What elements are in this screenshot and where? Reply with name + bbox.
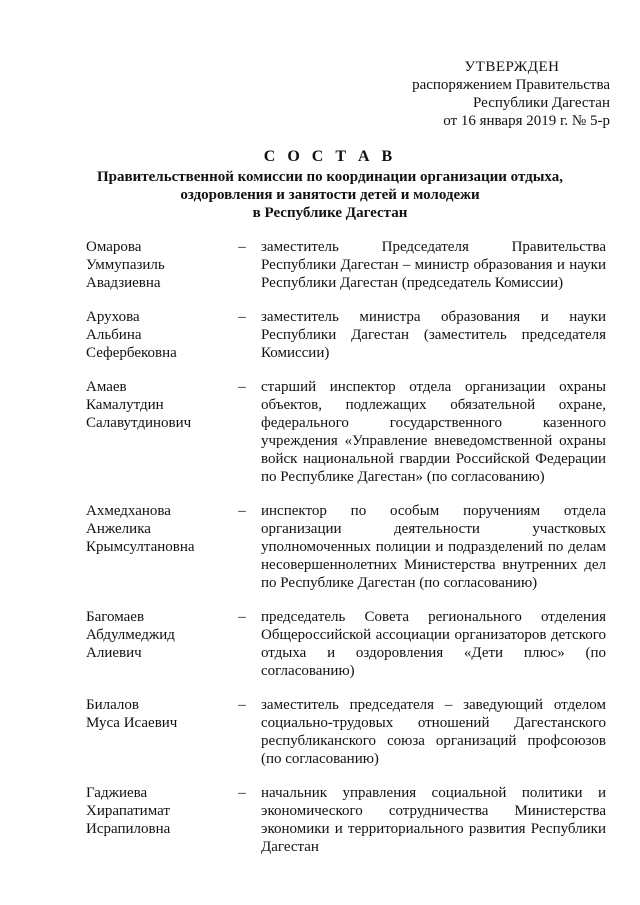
member-patronymic: Алиевич [86,645,142,661]
member-dash: – [238,609,246,625]
member-patronymic: Исрапиловна [86,821,171,837]
member-role: заместитель председателя – заведующий отделом социально-трудовых отношений Дагестанского республиканского союза организаций профсоюзов (по согласованию) [261,697,606,767]
member-surname: Билалов [86,697,139,713]
approval-heading: УТВЕРЖДЕН [464,59,560,75]
title-line: в Республике Дагестан [252,205,408,221]
member-name [86,608,222,680]
member-patronymic: Сефербековна [86,345,177,361]
member-name [86,696,222,768]
document-title [60,148,600,222]
title-word: С О С Т А В [263,148,397,165]
member-given-name: Абдулмеджид [86,627,175,643]
member-dash: – [238,239,246,255]
member-name [86,502,222,592]
member-entry [86,308,606,362]
member-patronymic: Авадзиевна [86,275,161,291]
member-name [86,378,222,486]
member-entry [86,238,606,292]
member-patronymic: Крымсултановна [86,539,195,555]
member-entry [86,784,606,856]
member-given-name: Уммупазиль [86,257,165,273]
approval-line: Республики Дагестан [473,95,610,111]
members-list [86,238,606,856]
approval-date-line: от 16 января 2019 г. № 5-р [443,113,610,129]
member-role: инспектор по особым поручениям отдела организации деятельности участковых уполномоченных полиции и подразделений по делам несовершеннолетних Министерства внутренних дел по Республике Дагестан (по согласованию) [261,503,606,591]
approval-block [370,58,610,130]
member-given-name: Камалутдин [86,397,164,413]
member-entry [86,696,606,768]
member-surname: Багомаев [86,609,145,625]
member-role: начальник управления социальной политики и экономического сотрудничества Министерства экономики и территориального развития Республики Дагестан [261,785,606,855]
member-surname: Ахмедханова [86,503,171,519]
member-entry [86,608,606,680]
member-role: заместитель министра образования и науки Республики Дагестан (заместитель председателя Комиссии) [261,309,606,361]
member-name [86,308,222,362]
member-surname: Арухова [86,309,140,325]
title-line: оздоровления и занятости детей и молодежи [180,187,480,203]
member-given-name: Анжелика [86,521,151,537]
member-dash: – [238,697,246,713]
title-line: Правительственной комиссии по координации организации отдыха, [97,169,563,185]
member-surname: Омарова [86,239,142,255]
member-given-name: Муса Исаевич [86,715,178,731]
member-patronymic: Салавутдинович [86,415,192,431]
member-name [86,784,222,856]
member-entry [86,378,606,486]
member-given-name: Хирапатимат [86,803,170,819]
member-dash: – [238,309,246,325]
member-given-name: Альбина [86,327,142,343]
member-dash: – [238,503,246,519]
member-role: заместитель Председателя Правительства Республики Дагестан – министр образования и науки Республики Дагестан (председатель Комиссии) [261,239,606,291]
member-surname: Гаджиева [86,785,148,801]
member-surname: Амаев [86,379,127,395]
member-entry [86,502,606,592]
member-role: председатель Совета регионального отделения Общероссийской ассоциации организаторов детского отдыха и оздоровления «Дети плюс» (по согласованию) [261,609,606,679]
member-dash: – [238,379,246,395]
member-role: старший инспектор отдела организации охраны объектов, подлежащих обязательной охране, федерального государственного казенного учреждения «Управление вневедомственной охраны войск национальной гвардии Российской Федерации по Республике Дагестан» (по согласованию) [261,379,606,485]
member-dash: – [238,785,246,801]
approval-line: распоряжением Правительства [412,77,610,93]
member-name [86,238,222,292]
